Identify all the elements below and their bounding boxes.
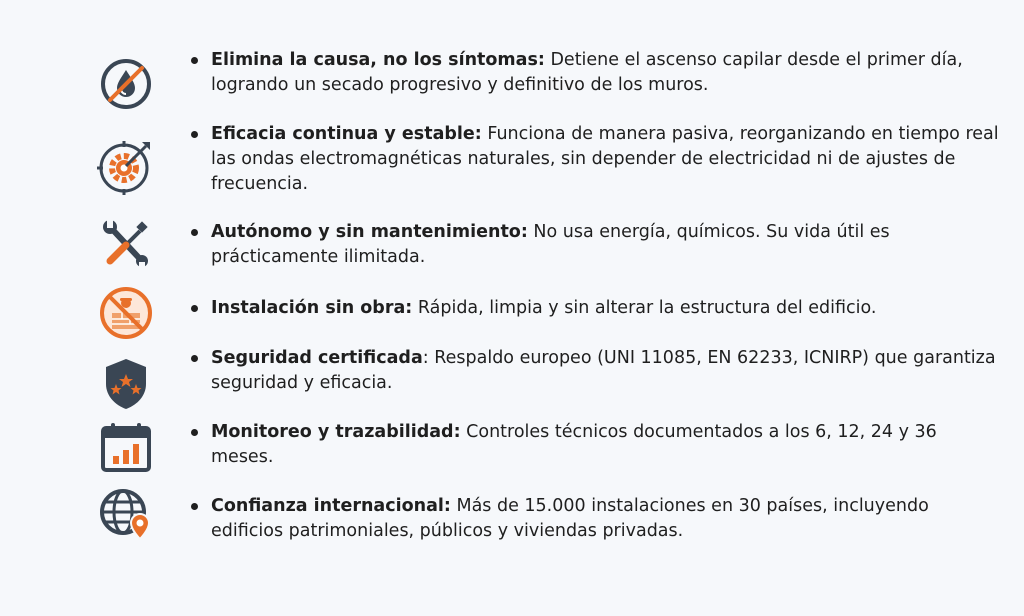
bullet: [191, 131, 198, 138]
benefit-title: Seguridad certificada: [211, 348, 423, 368]
benefit-text: [191, 220, 1001, 270]
calendar-chart-icon: [96, 418, 156, 478]
benefit-text: [191, 296, 1001, 321]
benefit-text: [191, 48, 1001, 98]
benefit-text: [191, 420, 1001, 470]
benefit-title: Elimina la causa, no los síntomas:: [211, 50, 545, 70]
benefit-text: [191, 346, 1001, 396]
bullet: [191, 305, 198, 312]
benefit-title: Confianza internacional:: [211, 496, 451, 516]
benefit-description: No usa energía, químicos. Su vida útil es prácticamente ilimitada.: [211, 222, 890, 267]
benefit-title: Instalación sin obra:: [211, 298, 413, 318]
benefit-text: [191, 494, 1001, 544]
no-construction-icon: [96, 283, 156, 343]
benefit-text: [191, 122, 1001, 197]
bullet: [191, 229, 198, 236]
bullet: [191, 355, 198, 362]
bullet: [191, 57, 198, 64]
shield-stars-icon: [96, 354, 156, 414]
globe-location-icon: [96, 484, 156, 544]
bullet: [191, 429, 198, 436]
benefit-description: : Respaldo europeo (UNI 11085, EN 62233, ICNIRP) que garantiza seguridad y eficacia.: [211, 348, 996, 393]
benefit-description: Rápida, limpia y sin alterar la estructura del edificio.: [412, 298, 877, 318]
benefit-description: Detiene el ascenso capilar desde el primer día, logrando un secado progresivo y definitivo de los muros.: [211, 50, 963, 95]
benefit-title: Eficacia continua y estable:: [211, 124, 482, 144]
benefit-description: Funciona de manera pasiva, reorganizando en tiempo real las ondas electromagnéticas naturales, sin depender de electricidad ni de ajustes de frecuencia.: [211, 124, 999, 194]
wrench-screwdriver-icon: [96, 215, 156, 275]
gear-target-arrow-icon: [96, 136, 156, 196]
benefit-description: Más de 15.000 instalaciones en 30 países, incluyendo edificios patrimoniales, públicos y viviendas privadas.: [211, 496, 929, 541]
no-water-drop-icon: [96, 54, 156, 114]
benefit-title: Monitoreo y trazabilidad:: [211, 422, 461, 442]
benefit-description: Controles técnicos documentados a los 6, 12, 24 y 36 meses.: [211, 422, 937, 467]
bullet: [191, 503, 198, 510]
benefit-title: Autónomo y sin mantenimiento:: [211, 222, 528, 242]
